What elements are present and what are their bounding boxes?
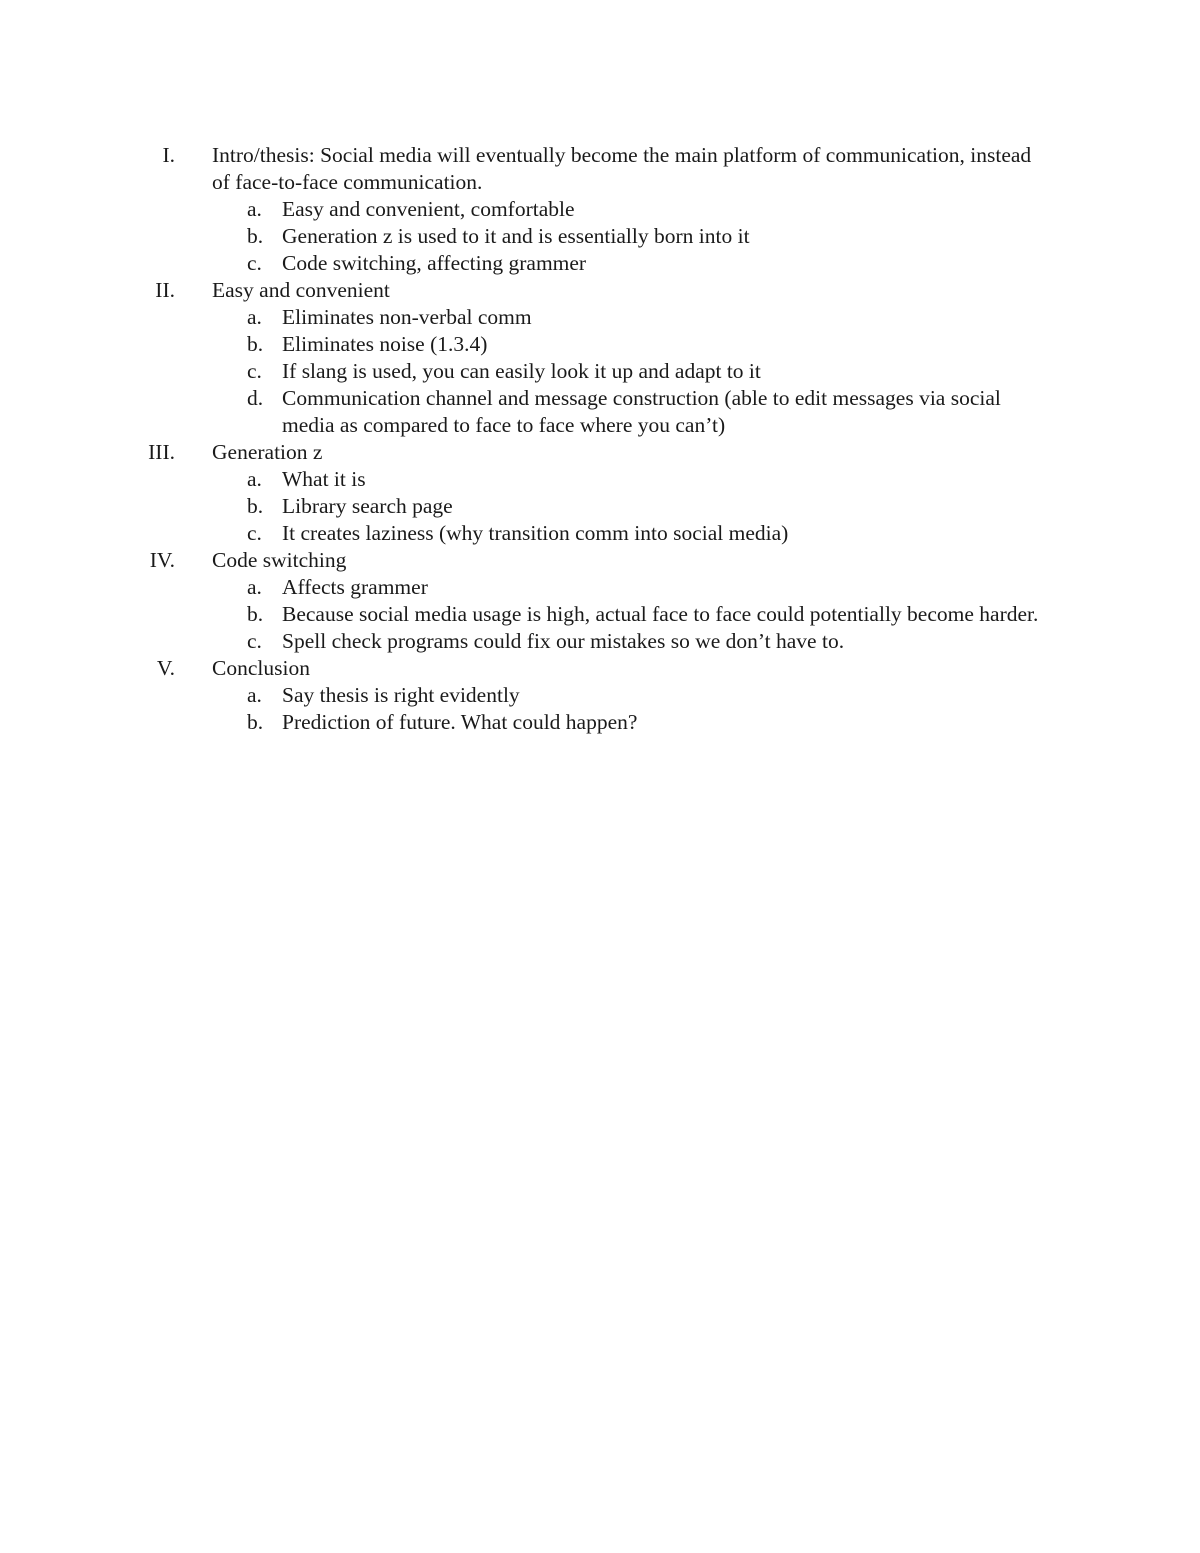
- section-numeral: IV.: [149, 548, 175, 572]
- subpoint-text: What it is: [282, 467, 366, 491]
- subpoint-letter: b.: [247, 224, 264, 248]
- section-heading: Easy and convenient: [212, 278, 390, 302]
- subpoint-text: Eliminates noise (1.3.4): [282, 332, 488, 356]
- subpoint-text: Spell check programs could fix our mistakes so we don’t have to.: [282, 629, 845, 653]
- subpoint: [0, 250, 1200, 277]
- subpoint: [0, 601, 1200, 628]
- subpoint-text: Library search page: [282, 494, 453, 518]
- subpoint-letter: a.: [247, 467, 262, 491]
- subpoint: [0, 466, 1200, 493]
- subpoint-letter: a.: [247, 305, 262, 329]
- outline-section: [0, 547, 1200, 655]
- subpoint-list: [0, 304, 1200, 439]
- subpoint-list: [0, 574, 1200, 655]
- section-numeral: V.: [156, 656, 175, 680]
- subpoint: [0, 709, 1200, 736]
- outline-section: [0, 142, 1200, 277]
- subpoint: [0, 196, 1200, 223]
- subpoint: [0, 520, 1200, 547]
- section-heading: Code switching: [212, 548, 347, 572]
- subpoint-letter: a.: [247, 197, 262, 221]
- subpoint: [0, 385, 1200, 439]
- section-heading: Intro/thesis: Social media will eventually become the main platform of communication, instead of face-to-face communication.: [212, 143, 1032, 194]
- subpoint-letter: d.: [247, 386, 264, 410]
- subpoint: [0, 223, 1200, 250]
- subpoint-letter: b.: [247, 602, 264, 626]
- subpoint-letter: c.: [247, 359, 262, 383]
- section-numeral: I.: [162, 143, 175, 167]
- subpoint: [0, 628, 1200, 655]
- subpoint-text: Code switching, affecting grammer: [282, 251, 587, 275]
- essay-outline: [0, 142, 1200, 736]
- subpoint-list: [0, 196, 1200, 277]
- section-heading: Conclusion: [212, 656, 310, 680]
- subpoint-letter: c.: [247, 629, 262, 653]
- section-numeral: II.: [155, 278, 175, 302]
- subpoint-text: Communication channel and message construction (able to edit messages via social media as compared to face to face where you can’t): [282, 386, 1001, 437]
- subpoint-text: Generation z is used to it and is essentially born into it: [282, 224, 750, 248]
- subpoint-letter: b.: [247, 710, 264, 734]
- outline-section: [0, 277, 1200, 439]
- subpoint-letter: a.: [247, 683, 262, 707]
- subpoint: [0, 331, 1200, 358]
- outline-section: [0, 655, 1200, 736]
- section-numeral: III.: [148, 440, 175, 464]
- subpoint: [0, 358, 1200, 385]
- subpoint-list: [0, 682, 1200, 736]
- subpoint-text: Because social media usage is high, actual face to face could potentially become harder.: [282, 602, 1039, 626]
- subpoint-letter: b.: [247, 494, 264, 518]
- outline-section: [0, 439, 1200, 547]
- subpoint: [0, 682, 1200, 709]
- subpoint-text: Say thesis is right evidently: [282, 683, 520, 707]
- subpoint-text: If slang is used, you can easily look it up and adapt to it: [282, 359, 761, 383]
- section-heading: Generation z: [212, 440, 323, 464]
- subpoint: [0, 574, 1200, 601]
- subpoint-text: Eliminates non-verbal comm: [282, 305, 532, 329]
- subpoint-letter: b.: [247, 332, 264, 356]
- subpoint-text: Prediction of future. What could happen?: [282, 710, 638, 734]
- subpoint: [0, 493, 1200, 520]
- subpoint-letter: c.: [247, 521, 262, 545]
- subpoint-text: Easy and convenient, comfortable: [282, 197, 575, 221]
- subpoint-list: [0, 466, 1200, 547]
- subpoint-letter: c.: [247, 251, 262, 275]
- subpoint-letter: a.: [247, 575, 262, 599]
- subpoint-text: Affects grammer: [282, 575, 428, 599]
- subpoint: [0, 304, 1200, 331]
- subpoint-text: It creates laziness (why transition comm into social media): [282, 521, 789, 545]
